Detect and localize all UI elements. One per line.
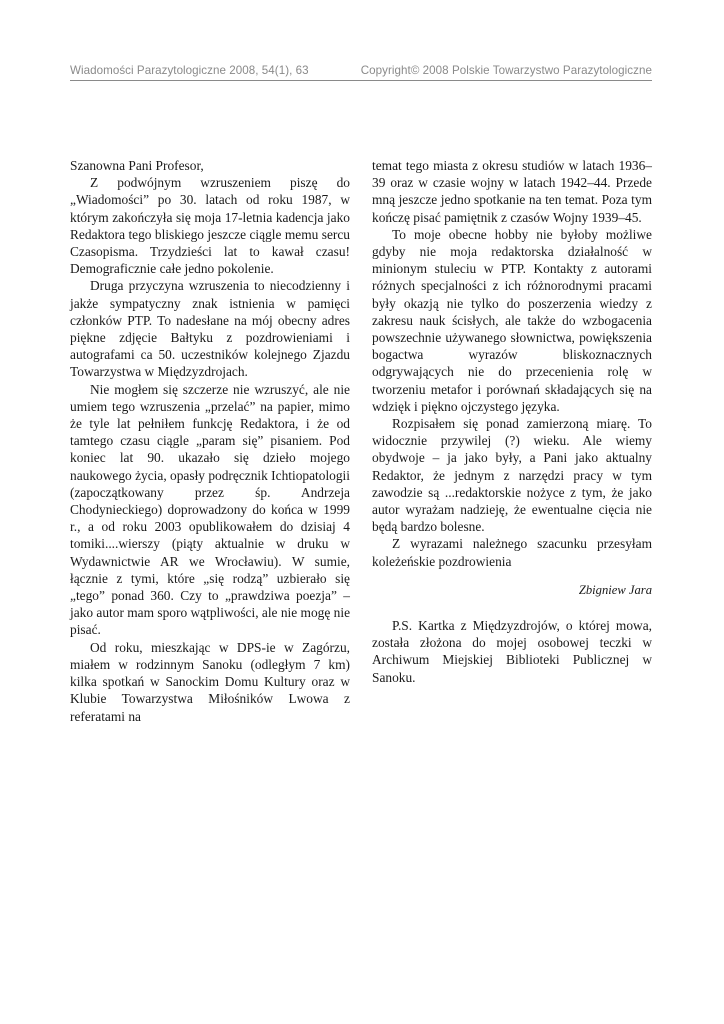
signature: Zbigniew Jara xyxy=(578,582,652,597)
paragraph-7: Z wyrazami należnego szacunku przesyłam koleżeńskie pozdrowienia xyxy=(372,536,652,569)
left-column xyxy=(70,157,350,725)
paragraph-4-continuation: temat tego miasta z okresu studiów w latach 1936–39 oraz w czasie wojny w latach 1942–44. Przede mną jeszcze jedno spotkanie na ten temat. Poza tym kończę pisać pamiętnik z czasów Wojny 1939–45. xyxy=(372,158,652,225)
paragraph-5: To moje obecne hobby nie byłoby możliwe gdyby nie moja redaktorska działalność w minionym stuleciu w PTP. Kontakty z autorami różnych specjalności z ich różnorodnymi pracami były okazją nie tylko do poszerzenia wiedzy z zakresu nauk ścisłych, ale także do wzbogacenia powszechnie używanego słownictwa, powiększenia bogactwa wyrazów bliskoznacznych odgrywających nie do przecenienia rolę w tworzeniu metafor i porównań składających się na wdzięk i piękno ojczystego języka. xyxy=(372,226,652,414)
right-column xyxy=(372,157,652,686)
copyright-notice: Copyright© 2008 Polskie Towarzystwo Parazytologiczne xyxy=(360,64,652,77)
salutation: Szanowna Pani Profesor, xyxy=(70,158,204,173)
paragraph-1: Z podwójnym wzruszeniem piszę do „Wiadomości” po 30. latach od roku 1987, w którym zakończyła się moja 17-letnia kadencja jako Redaktora tego bliskiego jeszcze ciągle memu sercu Czasopisma. Trzydzieści lat to kawał czasu! Demograficznie całe jedno pokolenie. xyxy=(70,175,350,277)
header-rule xyxy=(70,80,652,81)
paragraph-2: Druga przyczyna wzruszenia to niecodzienny i jakże sympatyczny znak istnienia w pamięci członków PTP. To nadesłane na mój obecny adres piękne zdjęcie Bałtyku z pozdrowieniami i autografami ca 50. uczestników kolejnego Zjazdu Towarzystwa w Międzyzdrojach. xyxy=(70,278,350,380)
postscript: P.S. Kartka z Międzyzdrojów, o której mowa, została złożona do mojej osobowej teczki w Archiwum Miejskiej Biblioteki Publicznej w Sanoku. xyxy=(372,618,652,685)
paragraph-4: Od roku, mieszkając w DPS-ie w Zagórzu, miałem w rodzinnym Sanoku (odległym 7 km) kilka spotkań w Sanockim Domu Kultury oraz w Klubie Towarzystwa Miłośników Lwowa z referatami na xyxy=(70,639,350,724)
paragraph-6: Rozpisałem się ponad zamierzoną miarę. To widocznie przywilej (?) wieku. Ale wiemy obydwoje – ja jako były, a Pani jako aktualny Redaktor, że jednym z narzędzi pracy w tym zawodzie są ...redaktorskie nożyce z tym, że jako autor wyrażam nadzieję, że ewentualne cięcia nie będą bardzo bolesne. xyxy=(372,416,652,535)
paragraph-3: Nie mogłem się szczerze nie wzruszyć, ale nie umiem tego wzruszenia „przelać” na papier, mimo że tyle lat pełniłem funkcję Redaktora, i że od tamtego czasu ciągle „param się” pisaniem. Pod koniec lat 90. ukazało się dzieło mojego naukowego życia, opasły podręcznik Ichtiopatologii (zapoczątkowany przez śp. Andrzeja Chodynieckiego) doprowadzony do końca w 1999 r., a od roku 2003 opublikowałem do dzisiaj 4 tomiki....wierszy (piąty aktualnie w druku w Wydawnictwie AR we Wrocławiu). W sumie, łącznie z tymi, które „się rodzą” uzbierało się „tego” ponad 360. Czy to „prawdziwa poezja” – jako autor mam sporo wątpliwości, ale nie mogę nie pisać. xyxy=(70,381,351,638)
journal-citation: Wiadomości Parazytologiczne 2008, 54(1), 63 xyxy=(70,64,309,77)
